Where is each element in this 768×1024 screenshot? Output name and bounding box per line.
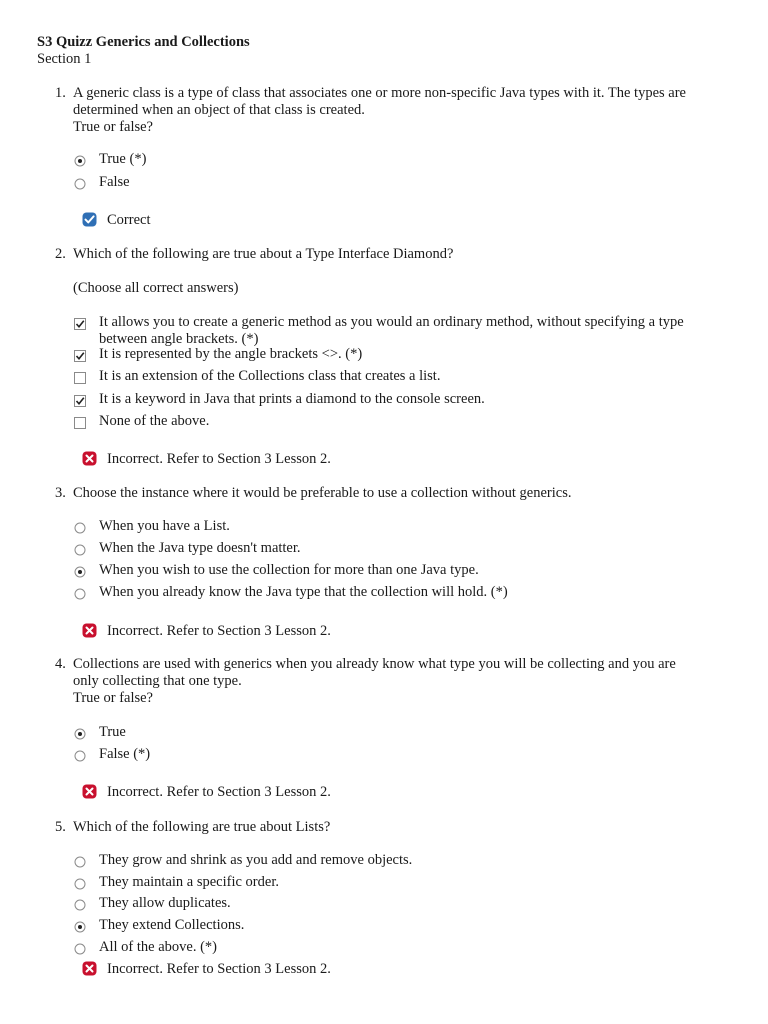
option-label: They grow and shrink as you add and remove objects. xyxy=(99,852,413,868)
feedback-text: Incorrect. Refer to Section 3 Lesson 2. xyxy=(107,623,331,639)
question-text: Choose the instance where it would be preferable to use a collection without generics. xyxy=(73,485,572,501)
option-label: When you wish to use the collection for more than one Java type. xyxy=(99,562,479,578)
radio-button[interactable] xyxy=(74,522,86,534)
question-subtext: True or false? xyxy=(73,690,153,706)
question-number: 2. xyxy=(55,246,66,262)
radio-button-checked[interactable] xyxy=(74,566,86,578)
question-number: 4. xyxy=(55,656,66,672)
option-label: They allow duplicates. xyxy=(99,895,231,911)
radio-button-checked[interactable] xyxy=(74,728,86,740)
radio-button[interactable] xyxy=(74,544,86,556)
option-label: None of the above. xyxy=(99,413,210,429)
option-label: It is an extension of the Collections class that creates a list. xyxy=(99,368,441,384)
radio-button[interactable] xyxy=(74,856,86,868)
x-icon xyxy=(82,623,97,638)
feedback-text: Incorrect. Refer to Section 3 Lesson 2. xyxy=(107,961,331,977)
radio-button[interactable] xyxy=(74,899,86,911)
checkbox-checked[interactable] xyxy=(74,395,86,407)
option-label: They maintain a specific order. xyxy=(99,874,279,890)
question-subtext: True or false? xyxy=(73,119,153,135)
radio-button[interactable] xyxy=(74,588,86,600)
question-subtext: (Choose all correct answers) xyxy=(73,280,239,296)
option-label: When you already know the Java type that the collection will hold. (*) xyxy=(99,584,508,600)
option-label: False xyxy=(99,174,130,190)
question-number: 3. xyxy=(55,485,66,501)
x-icon xyxy=(82,451,97,466)
question-text: A generic class is a type of class that associates one or more non-specific Java types with it. The types are determined when an object of that class is created. xyxy=(73,85,686,118)
option-label: False (*) xyxy=(99,746,151,762)
section-label: Section 1 xyxy=(37,51,92,67)
feedback-text: Incorrect. Refer to Section 3 Lesson 2. xyxy=(107,784,331,800)
checkbox[interactable] xyxy=(74,417,86,429)
option-label: When the Java type doesn't matter. xyxy=(99,540,301,556)
checkbox[interactable] xyxy=(74,372,86,384)
checkbox-checked[interactable] xyxy=(74,350,86,362)
checkbox-checked[interactable] xyxy=(74,318,86,330)
question-number: 1. xyxy=(55,85,66,101)
option-label: True (*) xyxy=(99,151,147,167)
radio-button[interactable] xyxy=(74,750,86,762)
option-label: It allows you to create a generic method as you would an ordinary method, without specifying a type between angle brackets. (*) xyxy=(99,314,684,347)
radio-button-checked[interactable] xyxy=(74,921,86,933)
check-icon xyxy=(82,212,97,227)
option-label: They extend Collections. xyxy=(99,917,245,933)
radio-button[interactable] xyxy=(74,178,86,190)
page-title: S3 Quizz Generics and Collections xyxy=(37,34,250,50)
option-label: True xyxy=(99,724,126,740)
feedback-text: Incorrect. Refer to Section 3 Lesson 2. xyxy=(107,451,331,467)
feedback-text: Correct xyxy=(107,212,151,228)
x-icon xyxy=(82,961,97,976)
radio-button-checked[interactable] xyxy=(74,155,86,167)
option-label: It is a keyword in Java that prints a diamond to the console screen. xyxy=(99,391,485,407)
question-number: 5. xyxy=(55,819,66,835)
question-text: Which of the following are true about a Type Interface Diamond? xyxy=(73,246,454,262)
option-label: All of the above. (*) xyxy=(99,939,217,955)
x-icon xyxy=(82,784,97,799)
question-text: Which of the following are true about Lists? xyxy=(73,819,331,835)
option-label: It is represented by the angle brackets <>. (*) xyxy=(99,346,363,362)
radio-button[interactable] xyxy=(74,878,86,890)
radio-button[interactable] xyxy=(74,943,86,955)
question-text: Collections are used with generics when you already know what type you will be collecting and you are only collecting that one type. xyxy=(73,656,676,689)
option-label: When you have a List. xyxy=(99,518,230,534)
